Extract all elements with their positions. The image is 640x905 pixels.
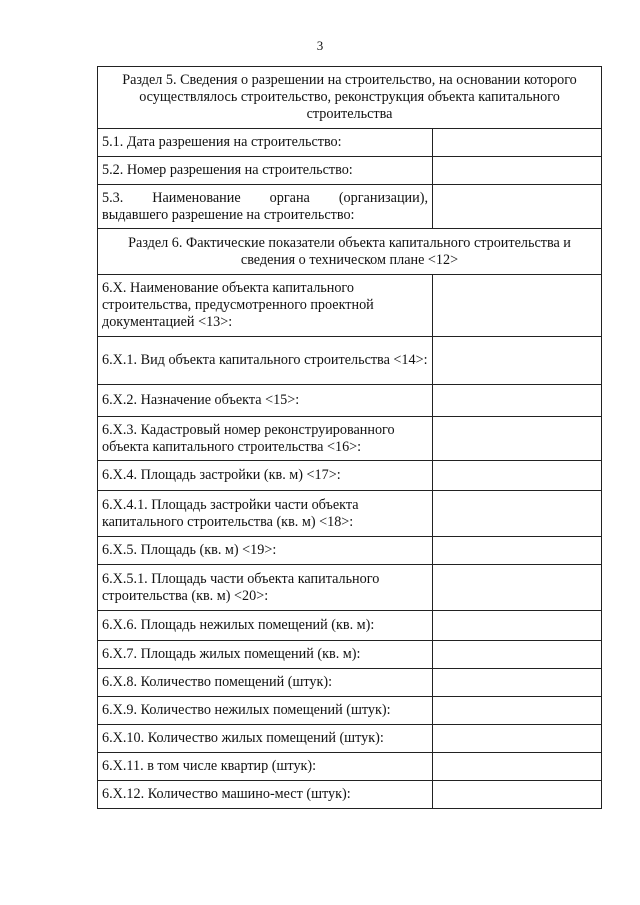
row-label: 6.X.7. Площадь жилых помещений (кв. м): <box>98 641 433 669</box>
row-value-field[interactable] <box>433 697 602 725</box>
table-row <box>98 725 602 753</box>
section6-header-row <box>98 229 602 275</box>
row-label: 6.X.6. Площадь нежилых помещений (кв. м): <box>98 611 433 641</box>
table-row <box>98 157 602 185</box>
table-row <box>98 337 602 385</box>
row-label: 5.2. Номер разрешения на строительство: <box>98 157 433 185</box>
row-value-field[interactable] <box>433 461 602 491</box>
row-label-part: 5.3. <box>102 189 124 206</box>
row-value-field[interactable] <box>433 753 602 781</box>
section6-header: Раздел 6. Фактические показатели объекта капитального строительства и сведения о техническом плане <12> <box>98 229 602 275</box>
table-row <box>98 669 602 697</box>
table-row <box>98 781 602 809</box>
row-label: 6.X.10. Количество жилых помещений (штук): <box>98 725 433 753</box>
row-value-field[interactable] <box>433 417 602 461</box>
table-row <box>98 461 602 491</box>
row-label: 5.1. Дата разрешения на строительство: <box>98 129 433 157</box>
row-value-field[interactable] <box>433 337 602 385</box>
row-value-field[interactable] <box>433 537 602 565</box>
row-value-field[interactable] <box>433 725 602 753</box>
row-label-line2: выдавшего разрешение на строительство: <box>102 206 355 223</box>
form-table <box>97 66 602 809</box>
row-value-field[interactable] <box>433 491 602 537</box>
row-label: 6.X.5.1. Площадь части объекта капитального строительства (кв. м) <20>: <box>98 565 433 611</box>
table-row <box>98 491 602 537</box>
row-value-field[interactable] <box>433 641 602 669</box>
table-row <box>98 185 602 229</box>
page-number: 3 <box>316 38 324 53</box>
row-label: 6.X.3. Кадастровый номер реконструированного объекта капитального строительства <16>: <box>98 417 433 461</box>
row-label: 6.X.5. Площадь (кв. м) <19>: <box>98 537 433 565</box>
row-label: 6.X.11. в том числе квартир (штук): <box>98 753 433 781</box>
row-label: 6.X.1. Вид объекта капитального строительства <14>: <box>98 337 433 385</box>
table-row <box>98 753 602 781</box>
table-row <box>98 565 602 611</box>
table-row <box>98 417 602 461</box>
row-label: 6.X. Наименование объекта капитального строительства, предусмотренного проектной документацией <13>: <box>98 275 433 337</box>
row-value-field[interactable] <box>433 669 602 697</box>
row-value-field[interactable] <box>433 611 602 641</box>
row-label-part: органа <box>269 189 310 206</box>
row-label: 6.X.2. Назначение объекта <15>: <box>98 385 433 417</box>
row-label: 6.X.12. Количество машино-мест (штук): <box>98 781 433 809</box>
row-value-field[interactable] <box>433 129 602 157</box>
row-value-field[interactable] <box>433 275 602 337</box>
row-value-field[interactable] <box>433 385 602 417</box>
row-value-field[interactable] <box>433 157 602 185</box>
row-label: 6.X.9. Количество нежилых помещений (штук): <box>98 697 433 725</box>
row-value-field[interactable] <box>433 565 602 611</box>
row-label <box>98 185 433 229</box>
row-label-part: Наименование <box>152 189 241 206</box>
row-value-field[interactable] <box>433 185 602 229</box>
section5-header-row <box>98 67 602 129</box>
table-row <box>98 611 602 641</box>
table-row <box>98 129 602 157</box>
row-label-line1 <box>102 190 428 207</box>
table-row <box>98 275 602 337</box>
row-label-part: (организации), <box>338 189 428 206</box>
row-label: 6.X.4.1. Площадь застройки части объекта капитального строительства (кв. м) <18>: <box>98 491 433 537</box>
table-row <box>98 537 602 565</box>
row-label: 6.X.8. Количество помещений (штук): <box>98 669 433 697</box>
row-label: 6.X.4. Площадь застройки (кв. м) <17>: <box>98 461 433 491</box>
table-row <box>98 697 602 725</box>
section5-header: Раздел 5. Сведения о разрешении на строительство, на основании которого осуществлялось строительство, реконструкция объекта капитального строительства <box>98 67 602 129</box>
row-value-field[interactable] <box>433 781 602 809</box>
table-row <box>98 385 602 417</box>
table-row <box>98 641 602 669</box>
